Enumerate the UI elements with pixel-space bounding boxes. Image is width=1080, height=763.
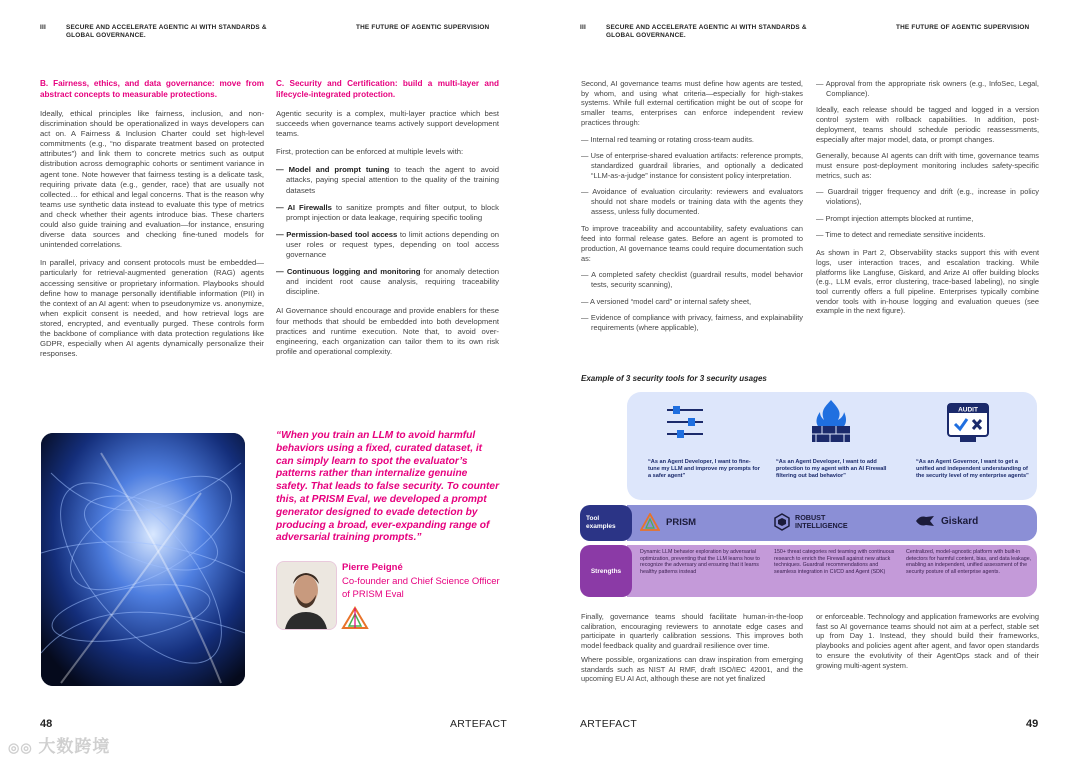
author-photo xyxy=(276,561,337,630)
paragraph: Second, AI governance teams must define how agents are tested, by whom, and using what criteria—especially for high-stakes systems. While full external certification might be out of scope for smaller teams, enterprises can enforce independent review practices through: xyxy=(581,79,803,127)
tool-examples-text: Tool examples xyxy=(586,515,616,530)
paragraph: To improve traceability and accountability, safety evaluations can feed into formal release gates. Before an agent is promoted to production, AI governance teams could require documentation such as: xyxy=(581,224,803,263)
author-name: Pierre Peigné xyxy=(342,562,403,573)
bullet-item: — AI Firewalls to sanitize prompts and filter output, to block prompt injection or data leakage, requiring specific tooling xyxy=(276,202,499,222)
page-number: 49 xyxy=(1026,718,1039,730)
page-number: 48 xyxy=(40,718,53,730)
left-column-2 xyxy=(276,79,499,365)
usage-text-1: “As an Agent Developer, I want to fine-tune my LLM and improve my prompts for a safer agent” xyxy=(648,459,760,479)
watermark xyxy=(8,732,110,757)
firewall-icon xyxy=(808,398,854,449)
paragraph: Generally, because AI agents can drift with time, governance teams must ensure post-deployment monitoring includes safety-specific metrics, such as: xyxy=(816,151,1039,180)
paragraph: AI Governance should encourage and provide enablers for these four methods that should be embedded into both development practices and runtime execution. Note that, to avoid over-engineering, each organization can tailor them to its own risk profile and operational complexity. xyxy=(276,306,499,356)
audit-icon xyxy=(946,402,990,449)
bullet-item: — Prompt injection attempts blocked at runtime, xyxy=(816,213,974,223)
left-column-1 xyxy=(40,79,264,367)
bullet-text: for anomaly detection and incident root cause analysis, requiring traceability discipline. xyxy=(286,267,499,297)
bullet-bold: AI Firewalls xyxy=(287,202,332,212)
tool-robust-intelligence xyxy=(774,513,857,531)
bullet-item: — Guardrail trigger frequency and drift (e.g., increase in policy violations), xyxy=(816,187,1039,207)
section-title: THE FUTURE OF AGENTIC SUPERVISION xyxy=(896,24,1030,31)
author-role: Co-founder and Chief Science Officer of PRISM Eval xyxy=(342,576,500,600)
bottom-column-1 xyxy=(581,612,803,691)
prism-logo-icon xyxy=(341,606,369,635)
artefact-logo: ARTEFACT xyxy=(450,718,508,730)
chapter-title: SECURE AND ACCELERATE AGENTIC AI WITH STANDARDS & GLOBAL GOVERNANCE. xyxy=(606,24,807,39)
bullet-text: to limit actions depending on user roles or request types, depending on tool access governance xyxy=(286,229,500,260)
strength-text-3: Centralized, model-agnostic platform with built-in detectors for harmful content, bias, and data leakage, enabling an independent, unified assessment of the security posture of all enterprise agents. xyxy=(906,549,1032,575)
bullet-text: to sanitize prompts and filter output, to block prompt injection or data leakage, requiring specific tooling xyxy=(286,202,499,222)
bullet-bold: Permission-based tool access xyxy=(286,229,398,239)
prism-icon xyxy=(640,513,660,531)
strengths-text: Strengths xyxy=(590,567,622,575)
diagram-title: Example of 3 security tools for 3 security usages xyxy=(581,374,767,383)
paragraph: First, protection can be enforced at multiple levels with: xyxy=(276,147,464,157)
chapter-title: SECURE AND ACCELERATE AGENTIC AI WITH STANDARDS & GLOBAL GOVERNANCE. xyxy=(66,24,267,39)
tool-giskard xyxy=(914,514,978,528)
artefact-logo: ARTEFACT xyxy=(580,718,638,730)
paragraph: Finally, governance teams should facilitate human-in-the-loop calibration, encouraging reviewers to annotate edge cases and participate in quarterly calibration sessions. This improves both model feedback quality and guardrail resilience over time. xyxy=(581,612,803,651)
right-page xyxy=(540,0,1080,763)
tool-prism xyxy=(640,513,696,531)
paragraph: Where possible, organizations can draw inspiration from emerging standards such as NIST AI RMF, draft ISO/IEC 42001, and the upcoming EU AI Act, although these are not yet finalized xyxy=(581,654,803,684)
right-column-1 xyxy=(581,79,803,340)
audit-label: AUDIT xyxy=(958,406,978,414)
right-column-2 xyxy=(816,79,1039,323)
tool-examples-label xyxy=(580,505,632,541)
section-title: THE FUTURE OF AGENTIC SUPERVISION xyxy=(356,24,490,31)
bullet-bold: Continuous logging and monitoring xyxy=(286,267,421,277)
bullet-item: — Internal red teaming or rotating cross-team audits. xyxy=(581,134,754,144)
paragraph: As shown in Part 2, Observability stacks support this with event logs, user interaction traces, and escalation tracking. While platforms like Langfuse, Giskard, and Arize AI offer building blocks (e.g., LLM evals, error clustering, trace-based labeling), no single tool currently offers a full pipeline. Enterprises typically combine vendor tools with in-house logging and evaluation queues (see example in the next figure). xyxy=(816,248,1039,316)
robust-intelligence-icon xyxy=(774,513,790,531)
bullet-item: — Use of enterprise-shared evaluation artifacts: reference prompts, standardized guardrail libraries, and optionally a dedicated “LLM-as-a-judge” instance for consistent policy interpretation. xyxy=(581,151,803,180)
pull-quote: “When you train an LLM to avoid harmful behaviors using a fixed, curated dataset, it can simply learn to spot the evaluator’s patterns rather than internalize genuine safety. That leads to false security. To counter this, at PRISM Eval, we developed a prompt generator designed to evade detection by producing a broad, ever-expanding range of adversarial training prompts.” xyxy=(276,430,500,544)
author-info xyxy=(342,562,502,601)
giskard-icon xyxy=(914,514,936,528)
paragraph: Ideally, each release should be tagged and logged in a version control system with rollback capabilities. In addition, post-deployment, teams should schedule periodic reassessments, especially after major model, data, or prompt changes. xyxy=(816,105,1039,144)
sliders-icon xyxy=(663,402,707,447)
bullet-item: — Continuous logging and monitoring for anomaly detection and incident root cause analysis, requiring traceability discipline. xyxy=(276,267,499,297)
bullet-item: — A versioned “model card” or internal safety sheet, xyxy=(581,296,752,306)
strength-text-1: Dynamic LLM behavior exploration by adversarial optimization, preventing that the LLM learns how to recognize the adversary and ensuring that it learns healthy patterns instead xyxy=(640,549,760,575)
watermark-icon: ◎◎ xyxy=(8,740,33,755)
bullet-item: — Permission-based tool access to limit actions depending on user roles or request types, depending on tool access governance xyxy=(276,229,500,260)
bottom-column-2 xyxy=(816,612,1039,677)
chapter-number: III xyxy=(40,24,46,31)
heading-fairness: B. Fairness, ethics, and data governance: move from abstract concepts to measurable protections. xyxy=(40,79,264,99)
usage-text-3: “As an Agent Governor, I want to get a unified and independent understanding of the security level of my enterprise agents” xyxy=(916,459,1029,479)
abstract-tech-image xyxy=(41,433,245,686)
bullet-bold: Model and prompt tuning xyxy=(288,165,390,175)
heading-security: C. Security and Certification: build a multi-layer and lifecycle-integrated protection. xyxy=(276,79,499,99)
tool-name: Giskard xyxy=(941,515,979,527)
paragraph: Ideally, ethical principles like fairness, inclusion, and non-discrimination should be operationalized in ways developers can act on. A Fairness & Inclusion Charter could set high-level commitments (e.g., “no disparate treatment based on protected attributes”) and link them to concrete metrics such as output distribution across demographic cohorts or sentiment variance in agent tone. Note however that fairness testing is a delicate task, requiring private data (e.g., gender, race) that are usually not collected… for ethical and legal concerns. That is the reason why teams use synthetic data instead to evaluate this type of metrics and check whether their agents introduce bias. These charters could also guide training and evaluation—for instance, ensuring diverse data sources and checking fine-tuned models for unintended correlations. xyxy=(40,109,264,250)
paragraph: or enforceable. Technology and application frameworks are evolving fast so AI governance teams should not aim at a perfect, stable set up from Day 1. Instead, they should build their frameworks, playbooks and policies agent after agent, and favor open standards to ensure the evolutivity of their AgentOps stack and of their growing multi-agent system. xyxy=(816,612,1039,670)
paragraph: In parallel, privacy and consent protocols must be embedded—particularly for retrieval-augmented generation (RAG) agents accessing sensitive or proprietary information. Playbooks should define how to manage personally identifiable information (PII) in the context of an AI agent: when to pseudonymize vs. anonymize, when explicit consent is needed, and how retrieval logs are stored, encrypted, and eventually purged. These controls form the backbone of compliance with data protection regulations like GDPR, especially when AI agents dynamically personalize their responses. xyxy=(40,258,264,359)
watermark-text: 大数跨境 xyxy=(38,737,111,756)
bullet-item: — Approval from the appropriate risk owners (e.g., InfoSec, Legal, Compliance). xyxy=(816,79,1039,98)
strength-text-2: 150+ threat categories red teaming with continuous research to enrich the Firewall against new attack techniques. Guardrail recommendations and seamless integration in CI/CD and Agent (SDK) xyxy=(774,549,895,575)
bullet-text: to teach the agent to avoid attacks, paying special attention to the quality of the training datasets xyxy=(286,165,499,195)
tool-name: PRISM xyxy=(666,516,697,528)
bullet-item: — A completed safety checklist (guardrail results, model behavior tests, security scanning), xyxy=(581,270,803,289)
bullet-item: — Evidence of compliance with privacy, fairness, and explainability requirements (where applicable), xyxy=(581,313,803,333)
bullet-item: — Model and prompt tuning to teach the agent to avoid attacks, paying special attention to the quality of the training datasets xyxy=(276,165,499,195)
bullet-item: — Avoidance of evaluation circularity: reviewers and evaluators should not share models or training data with the agents they assess, unless fully documented. xyxy=(581,187,803,216)
strengths-label xyxy=(580,545,632,597)
security-tools-diagram xyxy=(578,392,1038,602)
chapter-number: III xyxy=(580,24,586,31)
bullet-item: — Time to detect and remediate sensitive incidents. xyxy=(816,230,986,240)
paragraph: Agentic security is a complex, multi-layer practice which best succeeds when governance teams actively support development teams. xyxy=(276,109,499,139)
tool-name: ROBUST INTELLIGENCE xyxy=(795,513,848,530)
usage-text-2: “As an Agent Developer, I want to add protection to my agent with an AI Firewall filtering out bad behavior” xyxy=(776,459,887,479)
